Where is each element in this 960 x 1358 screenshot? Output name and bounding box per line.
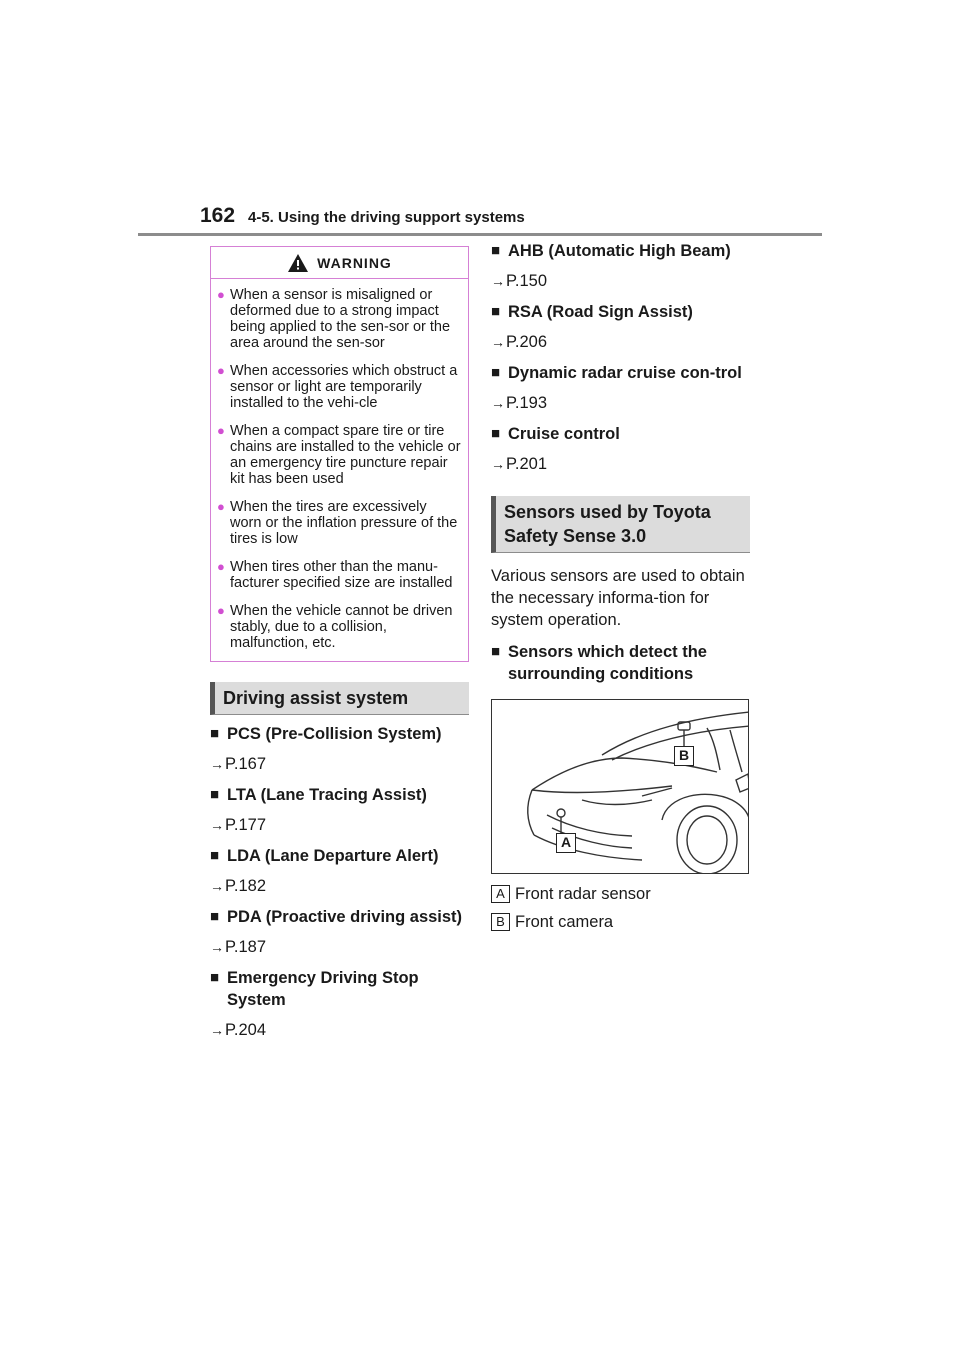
warning-item: ● When the tires are excessively worn or the inflation pressure of the tires is low — [217, 499, 458, 547]
warning-list — [211, 279, 468, 651]
square-bullet-icon: ■ — [491, 364, 501, 381]
callout-b: B — [674, 746, 694, 766]
legend-item-front-radar — [491, 884, 750, 904]
legend-label: Front radar sensor — [515, 885, 651, 903]
car-drawing — [492, 700, 749, 874]
bullet-icon: ● — [217, 559, 225, 574]
page-header — [196, 204, 822, 234]
bullet-icon: ● — [217, 499, 225, 514]
square-bullet-icon: ■ — [210, 786, 220, 803]
bullet-icon: ● — [217, 603, 225, 618]
assist-item-drcc: ■ Dynamic radar cruise con-trol →P.193 — [491, 362, 750, 413]
legend-key-b: B — [491, 913, 510, 931]
sensors-heading: Sensors used by Toyota Safety Sense 3.0 — [491, 496, 750, 553]
square-bullet-icon: ■ — [491, 242, 501, 259]
header-divider — [138, 233, 822, 236]
page-reference[interactable]: →P.177 — [210, 816, 266, 834]
page-reference[interactable]: →P.187 — [210, 938, 266, 956]
warning-triangle-icon — [287, 253, 309, 273]
sensors-subsection: ■ Sensors which detect the surrounding conditions — [491, 643, 707, 683]
warning-item: ● When tires other than the manu-facturer specified size are installed — [217, 559, 453, 591]
arrow-right-icon: → — [210, 817, 224, 833]
arrow-right-icon: → — [491, 273, 505, 289]
warning-item: ● When a compact spare tire or tire chains are installed to the vehicle or an emergency tire puncture repair kit has been used — [217, 423, 461, 487]
arrow-right-icon: → — [491, 334, 505, 350]
page-reference[interactable]: →P.182 — [210, 877, 266, 895]
assist-item-cruise: ■ Cruise control →P.201 — [491, 423, 750, 474]
callout-a: A — [556, 833, 576, 853]
warning-box — [210, 246, 469, 662]
square-bullet-icon: ■ — [491, 643, 501, 660]
arrow-right-icon: → — [210, 1022, 224, 1038]
legend-label: Front camera — [515, 913, 614, 931]
warning-item: ● When the vehicle cannot be driven stably, due to a collision, malfunction, etc. — [217, 603, 453, 651]
square-bullet-icon: ■ — [210, 847, 220, 864]
arrow-right-icon: → — [210, 939, 224, 955]
assist-item-lda: ■ LDA (Lane Departure Alert) →P.182 — [210, 845, 469, 896]
assist-item-rsa: ■ RSA (Road Sign Assist) →P.206 — [491, 301, 750, 352]
page-reference[interactable]: →P.204 — [210, 1021, 266, 1039]
page-reference[interactable]: →P.150 — [491, 272, 547, 290]
assist-item-ahb: ■ AHB (Automatic High Beam) →P.150 — [491, 240, 750, 291]
legend-item-front-camera — [491, 912, 750, 932]
arrow-right-icon: → — [491, 456, 505, 472]
warning-item: ● When a sensor is misaligned or deformed due to a strong impact being applied to the sen-sor or the area around the sen-sor — [217, 287, 451, 351]
bullet-icon: ● — [217, 423, 225, 438]
square-bullet-icon: ■ — [491, 303, 501, 320]
arrow-right-icon: → — [491, 395, 505, 411]
square-bullet-icon: ■ — [491, 425, 501, 442]
assist-item-pcs: ■ PCS (Pre-Collision System) →P.167 — [210, 723, 469, 774]
page-reference[interactable]: →P.167 — [210, 755, 266, 773]
warning-item: ● When accessories which obstruct a sensor or light are temporarily installed to the vehi-cle — [217, 363, 458, 411]
assist-item-pda: ■ PDA (Proactive driving assist) →P.187 — [210, 906, 469, 957]
sensors-intro: Various sensors are used to obtain the necessary informa-tion for system operation. — [491, 567, 745, 629]
warning-header — [211, 247, 468, 279]
assist-item-emergency-stop: ■ Emergency Driving Stop System →P.204 — [210, 967, 469, 1040]
arrow-right-icon: → — [210, 878, 224, 894]
section-title: 4-5. Using the driving support systems — [248, 209, 525, 226]
car-illustration — [491, 699, 749, 874]
page-reference[interactable]: →P.193 — [491, 394, 547, 412]
right-column — [491, 240, 750, 932]
legend-key-a: A — [491, 885, 510, 903]
square-bullet-icon: ■ — [210, 908, 220, 925]
square-bullet-icon: ■ — [210, 969, 220, 986]
left-column — [210, 246, 469, 1040]
page-number: 162 — [200, 204, 236, 227]
square-bullet-icon: ■ — [210, 725, 220, 742]
assist-item-lta: ■ LTA (Lane Tracing Assist) →P.177 — [210, 784, 469, 835]
warning-title: WARNING — [317, 254, 392, 271]
arrow-right-icon: → — [210, 756, 224, 772]
bullet-icon: ● — [217, 363, 225, 378]
page-reference[interactable]: →P.201 — [491, 455, 547, 473]
driving-assist-heading: Driving assist system — [210, 682, 469, 715]
page-reference[interactable]: →P.206 — [491, 333, 547, 351]
bullet-icon: ● — [217, 287, 225, 302]
